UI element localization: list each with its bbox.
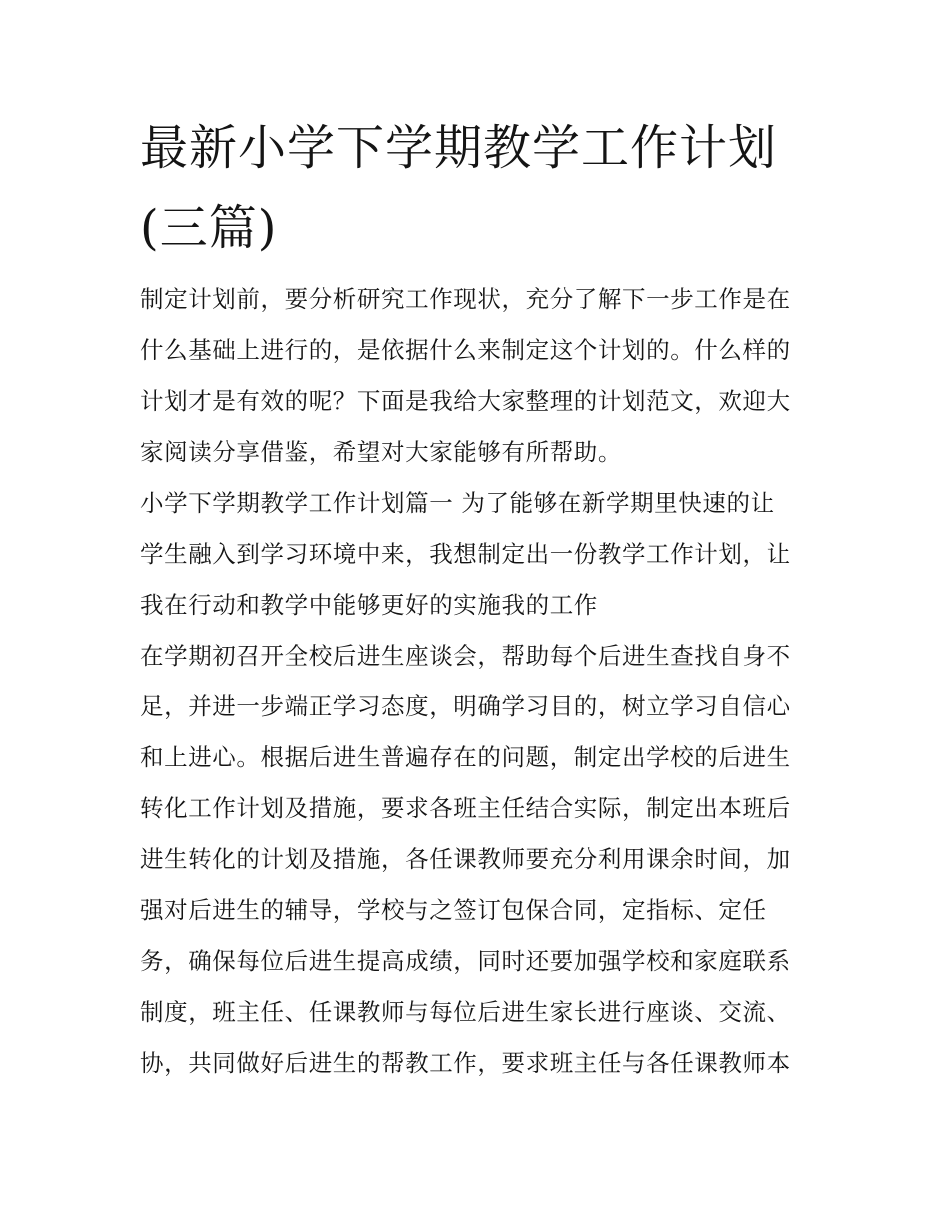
document-title-line-2: (三篇) — [140, 200, 278, 256]
text-line: 强对后进生的辅导，学校与之签订包保合同，定指标、定任 — [140, 896, 767, 924]
text-line: 小学下学期教学工作计划篇一 为了能够在新学期里快速的让 — [140, 489, 775, 517]
text-line: 进生转化的计划及措施，各任课教师要充分利用课余时间，加 — [140, 845, 791, 873]
text-line: 什么基础上进行的，是依据什么来制定这个计划的。什么样的 — [140, 336, 791, 364]
text-line: 足，并进一步端正学习态度，明确学习目的，树立学习自信心 — [140, 692, 791, 720]
text-line: 制度，班主任、任课教师与每位后进生家长进行座谈、交流、 — [140, 998, 791, 1026]
text-line: 学生融入到学习环境中来，我想制定出一份教学工作计划，让 — [140, 540, 791, 568]
text-line: 转化工作计划及措施，要求各班主任结合实际，制定出本班后 — [140, 794, 791, 822]
text-line: 协，共同做好后进生的帮教工作，要求班主任与各任课教师本 — [140, 1049, 791, 1077]
text-line: 制定计划前，要分析研究工作现状，充分了解下一步工作是在 — [140, 285, 791, 313]
text-line: 和上进心。根据后进生普遍存在的问题，制定出学校的后进生 — [140, 743, 791, 771]
text-line: 家阅读分享借鉴，希望对大家能够有所帮助。 — [140, 438, 622, 466]
text-line: 在学期初召开全校后进生座谈会，帮助每个后进生查找自身不 — [140, 642, 791, 670]
document-title-line-1: 最新小学下学期教学工作计划 — [140, 120, 778, 176]
text-line: 务，确保每位后进生提高成绩，同时还要加强学校和家庭联系 — [140, 947, 791, 975]
text-line: 我在行动和教学中能够更好的实施我的工作 — [140, 591, 598, 619]
text-line: 计划才是有效的呢？下面是我给大家整理的计划范文，欢迎大 — [140, 387, 791, 415]
